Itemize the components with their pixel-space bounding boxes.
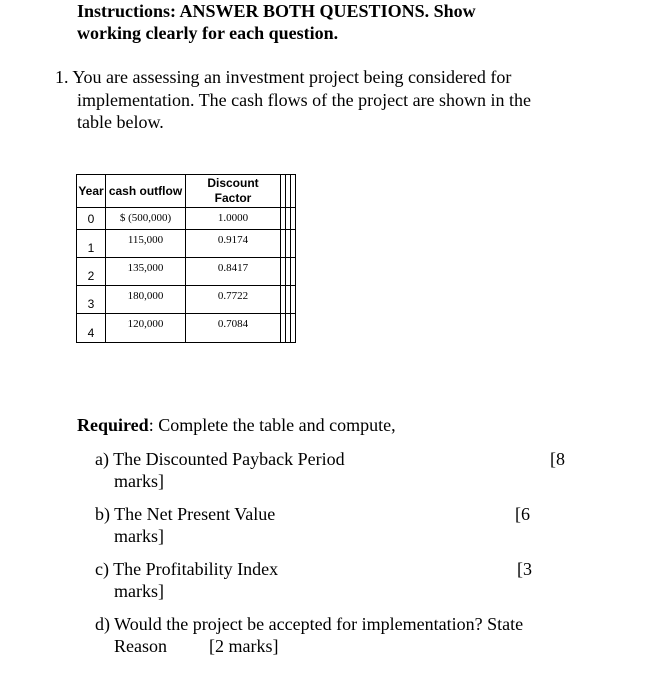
required-label: Required (77, 415, 149, 435)
table-row (77, 258, 296, 286)
required-heading (77, 414, 396, 436)
instructions-line-1: Instructions: ANSWER BOTH QUESTIONS. Show (77, 1, 476, 21)
row-cash-flow: 180,000 (106, 286, 186, 314)
item-b-marks-open: [6 (515, 504, 530, 524)
row-discount-factor: 0.8417 (186, 258, 281, 286)
row-year: 4 (77, 314, 106, 343)
table-row (77, 286, 296, 314)
row-discount-factor: 0.9174 (186, 230, 281, 258)
required-text: : Complete the table and compute, (148, 415, 396, 435)
item-d-marks: [2 marks] (209, 636, 279, 656)
row-cash-flow: 135,000 (106, 258, 186, 286)
table-row (77, 208, 296, 230)
empty-col-3 (291, 175, 296, 208)
cash-flow-table (76, 174, 296, 343)
row-year: 2 (77, 258, 106, 286)
row-year: 1 (77, 230, 106, 258)
item-d-line-1: d) Would the project be accepted for implementation? State (95, 614, 524, 634)
header-year: Year (77, 175, 106, 208)
item-c-marks-close: marks] (114, 581, 164, 601)
instructions-line-2: working clearly for each question. (77, 23, 339, 43)
table-row (77, 314, 296, 343)
row-discount-factor: 0.7722 (186, 286, 281, 314)
item-a-marks-open: [8 (550, 449, 565, 469)
item-a-marks-close: marks] (114, 471, 164, 491)
row-cash-flow: 115,000 (106, 230, 186, 258)
item-c-marks-open: [3 (517, 559, 532, 579)
question-1-line-3: table below. (77, 112, 164, 132)
header-discount-line-2: Factor (214, 191, 252, 205)
row-year: 3 (77, 286, 106, 314)
row-discount-factor: 1.0000 (186, 208, 281, 230)
question-1-line-2: implementation. The cash flows of the project are shown in the (77, 90, 532, 110)
row-cash-flow: $ (500,000) (106, 208, 186, 230)
question-1-line-1: 1. You are assessing an investment project being considered for (55, 67, 512, 87)
table-header-row (77, 175, 296, 208)
header-cash-outflow: cash outflow (106, 175, 186, 208)
item-d-line-2: Reason (114, 636, 167, 656)
item-a-text: a) The Discounted Payback Period (95, 449, 345, 469)
table-row (77, 230, 296, 258)
item-b-text: b) The Net Present Value (95, 504, 276, 524)
row-year: 0 (77, 208, 106, 230)
header-discount-factor (186, 175, 281, 208)
header-discount-line-1: Discount (207, 176, 259, 190)
item-b-marks-close: marks] (114, 526, 164, 546)
item-c-text: c) The Profitability Index (95, 559, 279, 579)
row-cash-flow: 120,000 (106, 314, 186, 343)
row-discount-factor: 0.7084 (186, 314, 281, 343)
